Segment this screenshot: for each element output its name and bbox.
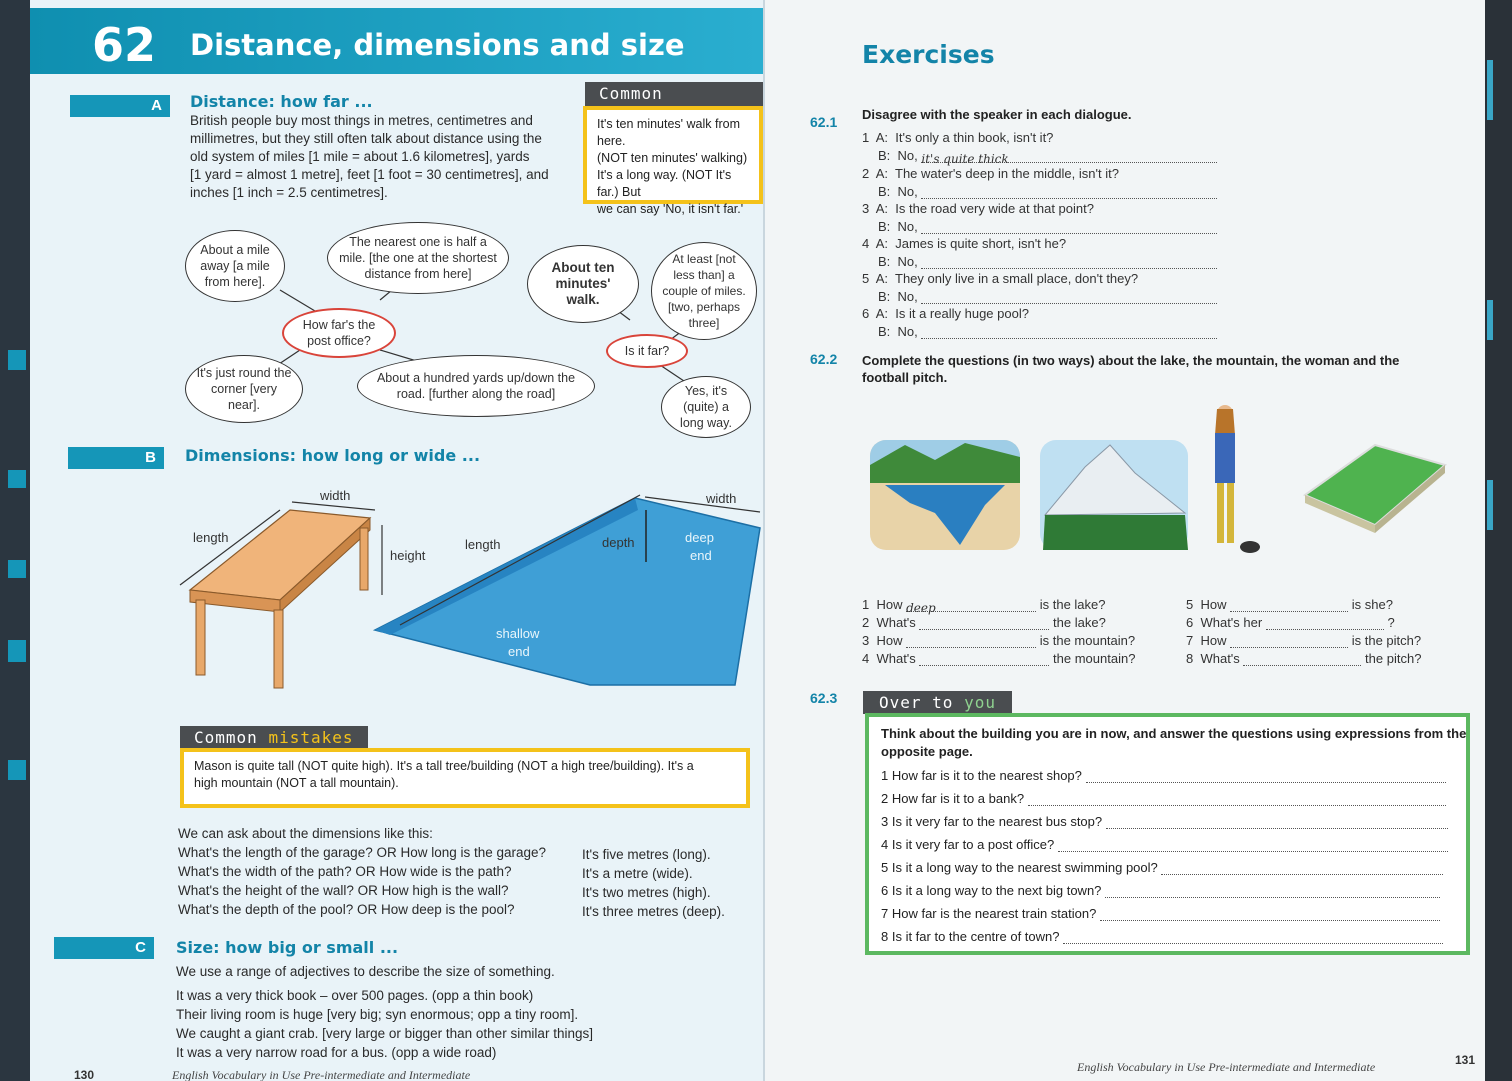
section-b-tab: B xyxy=(68,447,164,469)
exercise-62-2-number: 62.2 xyxy=(810,351,838,367)
bubble-round-the-corner: It's just round the corner [very near]. xyxy=(185,355,303,423)
dimension-answer: It's five metres (long). xyxy=(582,847,711,862)
dialogue-line: 6 A: Is it a really huge pool? xyxy=(862,306,1029,321)
over-to-you-question[interactable]: 1 How far is it to the nearest shop? xyxy=(881,768,1446,783)
pitch-picture xyxy=(1305,445,1445,533)
section-a-text: British people buy most things in metres, centimetres and millimetres, but they still often talk about distance using the old system of miles [1 mile = about 1.6 kilometres], yards [1 yard = almost 1 metre], feet [1 foot = 30 centimetres], and inches [1 inch = 2.5 centimetres]. xyxy=(190,113,549,200)
exercise-62-3-number: 62.3 xyxy=(810,690,838,706)
dialogue-answer-line[interactable]: B: No, xyxy=(878,289,1217,304)
over-to-you-question[interactable]: 5 Is it a long way to the nearest swimming pool? xyxy=(881,860,1443,875)
exercise-62-1-number: 62.1 xyxy=(810,114,838,130)
bubble-ten-minutes: About ten minutes' walk. xyxy=(527,245,639,323)
label-shallow-end: end xyxy=(508,644,530,659)
label-depth: depth xyxy=(602,535,635,550)
label-deep: deep xyxy=(685,530,714,545)
question-line[interactable]: 4 What's the mountain? xyxy=(862,651,1136,666)
mountain-picture xyxy=(1040,440,1188,550)
bubble-how-far: How far's the post office? xyxy=(282,308,396,358)
over-to-you-question[interactable]: 7 How far is the nearest train station? xyxy=(881,906,1440,921)
section-b-heading: Dimensions: how long or wide ... xyxy=(185,446,481,465)
section-c-intro: We use a range of adjectives to describe the size of something. xyxy=(176,964,555,979)
left-page-number: 130 xyxy=(74,1068,95,1081)
over-to-you-question[interactable]: 4 Is it very far to a post office? xyxy=(881,837,1448,852)
left-footer: English Vocabulary in Use Pre-intermediate and Intermediate xyxy=(172,1068,471,1081)
right-page-number: 131 xyxy=(1455,1053,1476,1067)
question-line[interactable]: 1 How deep is the lake? xyxy=(862,597,1106,615)
dialogue-line: 5 A: They only live in a small place, don't they? xyxy=(862,271,1139,286)
common-mistakes-1-box: It's ten minutes' walk from here. (NOT ten minutes' walking) It's a long way. (NOT It's far.) But we can say 'No, it isn't far.' xyxy=(583,106,763,204)
dialogue-answer-line[interactable]: B: No, it's quite thick xyxy=(878,148,1217,163)
right-book-edge xyxy=(1485,0,1512,1081)
dialogue-answer-line[interactable]: B: No, xyxy=(878,254,1217,269)
dimension-question: What's the length of the garage? OR How long is the garage? xyxy=(178,845,547,860)
label-width-pool: width xyxy=(706,491,737,506)
over-to-you-question[interactable]: 8 Is it far to the centre of town? xyxy=(881,929,1443,944)
label-shallow: shallow xyxy=(496,626,540,641)
size-example: It was a very narrow road for a bus. (opp a wide road) xyxy=(176,1045,497,1060)
dimension-answer: It's three metres (deep). xyxy=(582,904,725,919)
dimensions-intro: We can ask about the dimensions like this: xyxy=(178,826,433,841)
left-book-edge xyxy=(0,0,30,1081)
woman-picture xyxy=(1215,405,1260,553)
dialogue-answer-line[interactable]: B: No, xyxy=(878,184,1217,199)
right-page xyxy=(765,0,1485,1081)
lake-picture xyxy=(870,440,1020,550)
question-line[interactable]: 6 What's her ? xyxy=(1186,615,1395,630)
dialogue-line: 2 A: The water's deep in the middle, isn't it? xyxy=(862,166,1119,181)
label-deep-end: end xyxy=(690,548,712,563)
dimensions-illustration xyxy=(30,470,765,700)
dialogue-line: 1 A: It's only a thin book, isn't it? xyxy=(862,130,1054,145)
label-length: length xyxy=(193,530,229,545)
section-c-tab: C xyxy=(54,937,154,959)
over-to-you-instruction-2: opposite page. xyxy=(881,744,973,759)
dimension-question: What's the depth of the pool? OR How deep is the pool? xyxy=(178,902,515,917)
dimension-question: What's the width of the path? OR How wide is the path? xyxy=(178,864,512,879)
question-line[interactable]: 5 How is she? xyxy=(1186,597,1393,612)
section-a-tab: A xyxy=(70,95,170,117)
dialogue-line: 3 A: Is the road very wide at that point? xyxy=(862,201,1094,216)
size-example: We caught a giant crab. [very large or bigger than other similar things] xyxy=(176,1026,593,1041)
exercise-pictures xyxy=(865,395,1465,575)
bubble-hundred-yards: About a hundred yards up/down the road. [further along the road] xyxy=(357,355,595,417)
size-example: It was a very thick book – over 500 pages. (opp a thin book) xyxy=(176,988,534,1003)
common-mistakes-2-header: Common mistakes xyxy=(180,726,368,749)
bubble-nearest: The nearest one is half a mile. [the one at the shortest distance from here] xyxy=(327,222,509,294)
dimension-answer: It's two metres (high). xyxy=(582,885,711,900)
bubble-at-least: At least [not less than] a couple of miles. [two, perhaps three] xyxy=(651,242,757,340)
bubble-about-a-mile: About a mile away [a mile from here]. xyxy=(185,230,285,302)
over-to-you-question[interactable]: 6 Is it a long way to the next big town? xyxy=(881,883,1440,898)
dialogue-answer-line[interactable]: B: No, xyxy=(878,219,1217,234)
bubble-is-it-far: Is it far? xyxy=(606,334,688,368)
question-line[interactable]: 7 How is the pitch? xyxy=(1186,633,1422,648)
exercise-62-2-instruction: Complete the questions (in two ways) about the lake, the mountain, the woman and the football pitch. xyxy=(862,353,1400,385)
question-line[interactable]: 3 How is the mountain? xyxy=(862,633,1136,648)
section-c-heading: Size: how big or small ... xyxy=(176,938,399,957)
bubble-long-way: Yes, it's (quite) a long way. xyxy=(661,376,751,438)
size-example: Their living room is huge [very big; syn enormous; opp a tiny room]. xyxy=(176,1007,579,1022)
over-to-you-question[interactable]: 3 Is it very far to the nearest bus stop? xyxy=(881,814,1448,829)
over-to-you-header: Over to you xyxy=(863,691,1012,714)
dimension-answer: It's a metre (wide). xyxy=(582,866,693,881)
exercise-62-1-instruction: Disagree with the speaker in each dialogue. xyxy=(862,107,1132,122)
exercises-title: Exercises xyxy=(862,40,995,69)
label-width: width xyxy=(320,488,351,503)
left-page xyxy=(30,0,765,1081)
dimension-question: What's the height of the wall? OR How high is the wall? xyxy=(178,883,509,898)
common-mistakes-2-box: Mason is quite tall (NOT quite high). It's a tall tree/building (NOT a high tree/building). It's a high mountain (NOT a tall mountain). xyxy=(180,748,750,808)
label-length-pool: length xyxy=(465,537,501,552)
over-to-you-instruction-1: Think about the building you are in now, and answer the questions using expressions from the xyxy=(881,726,1467,741)
question-line[interactable]: 8 What's the pitch? xyxy=(1186,651,1422,666)
section-a-heading: Distance: how far ... xyxy=(190,92,373,111)
over-to-you-question[interactable]: 2 How far is it to a bank? xyxy=(881,791,1446,806)
right-footer: English Vocabulary in Use Pre-intermediate and Intermediate xyxy=(1077,1060,1376,1074)
question-line[interactable]: 2 What's the lake? xyxy=(862,615,1106,630)
dialogue-answer-line[interactable]: B: No, xyxy=(878,324,1217,339)
unit-title: Distance, dimensions and size xyxy=(190,28,685,62)
label-height: height xyxy=(390,548,426,563)
dialogue-line: 4 A: James is quite short, isn't he? xyxy=(862,236,1067,251)
unit-number: 62 xyxy=(92,18,157,72)
common-mistakes-1-header: Common xyxy=(585,82,763,124)
